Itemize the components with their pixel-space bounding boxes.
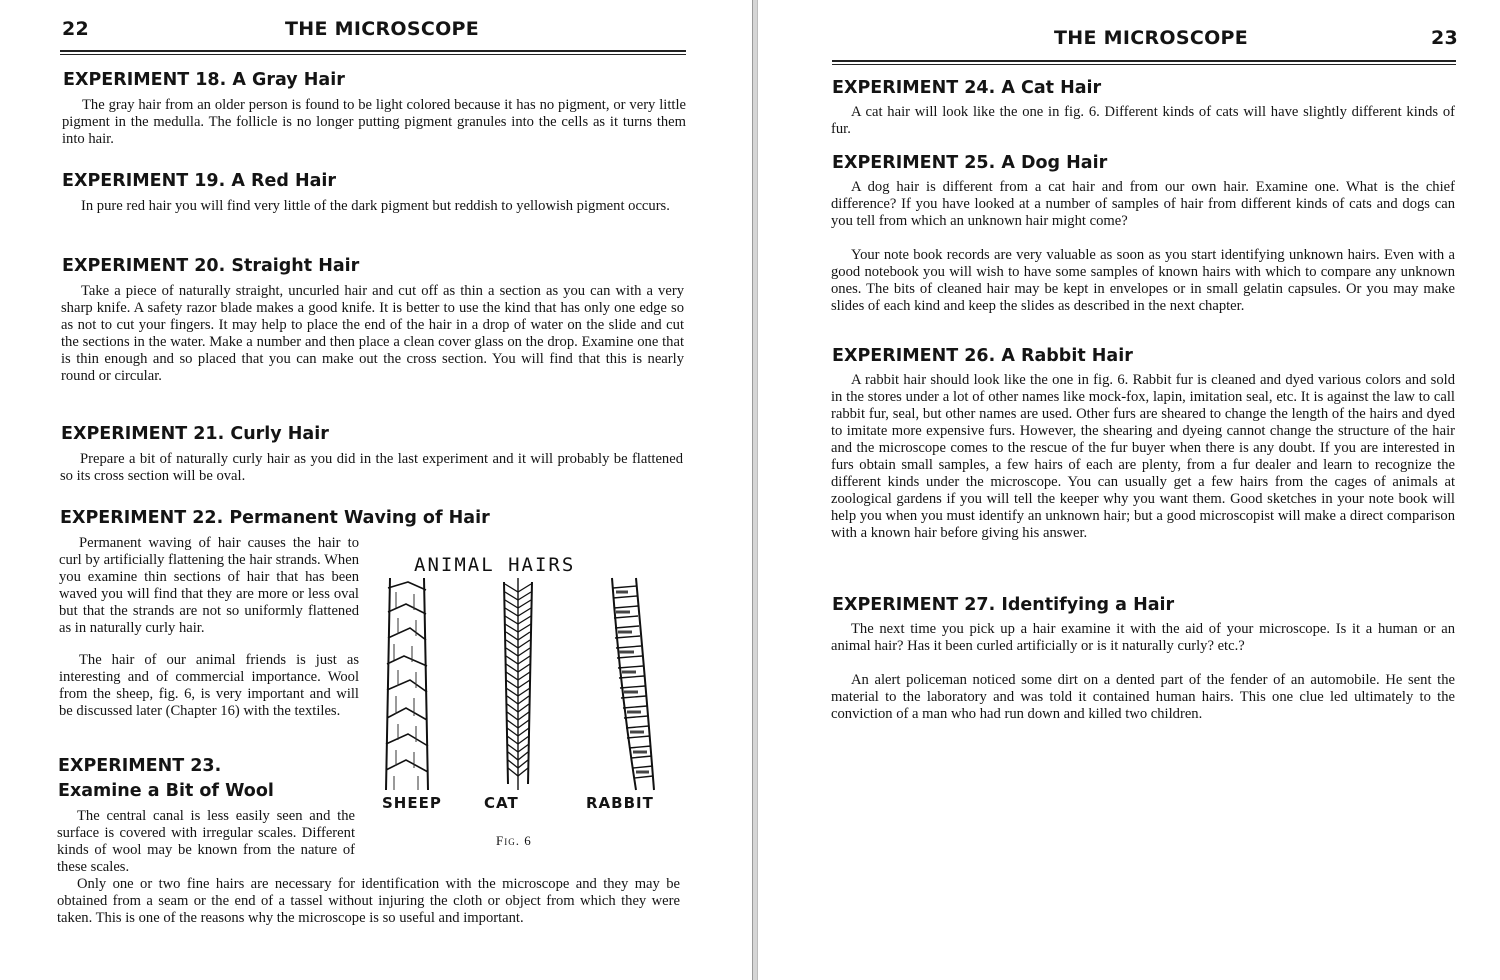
experiment-27-text-2: An alert policeman noticed some dirt on a dented part of the fender of an automobile. He sent the material to the laboratory and was told it contained human hairs. This one clue led ultimately to the conviction of a man who had run down and killed two children.: [831, 672, 1455, 722]
experiment-22-title: EXPERIMENT 22. Permanent Waving of Hair: [60, 508, 490, 528]
experiment-24-text: A cat hair will look like the one in fig. 6. Different kinds of cats will have slightly different kinds of fur.: [831, 104, 1455, 137]
experiment-20-title: EXPERIMENT 20. Straight Hair: [62, 256, 360, 276]
figure-title: ANIMAL HAIRS: [414, 554, 576, 576]
header-rule: [60, 50, 686, 55]
experiment-26-title: EXPERIMENT 26. A Rabbit Hair: [832, 346, 1133, 366]
rabbit-hair-illustration: [606, 578, 658, 790]
experiment-24-title: EXPERIMENT 24. A Cat Hair: [832, 78, 1102, 98]
figure-label-cat: CAT: [484, 794, 519, 812]
experiment-25-text-1: A dog hair is different from a cat hair and from our own hair. Examine one. What is the chief difference? If you have looked at a number of samples of hair from different kinds of cats and dogs can you tell from which an unknown hair might come?: [831, 179, 1455, 229]
experiment-19-text: In pure red hair you will find very little of the dark pigment but reddish to yellowish pigment occurs.: [81, 198, 670, 214]
experiment-21-title: EXPERIMENT 21. Curly Hair: [61, 424, 329, 444]
experiment-22-text-2: The hair of our animal friends is just as interesting and of commercial importance. Wool from the sheep, fig. 6, is very important and will be discussed later (Chapter 16) with the textiles.: [59, 652, 359, 719]
page-number-right: 23: [1431, 27, 1459, 49]
experiment-23-title: EXPERIMENT 23.: [58, 756, 222, 776]
running-head-right: THE MICROSCOPE: [1054, 27, 1249, 49]
page-number: 22: [62, 18, 90, 40]
experiment-27-text-1: The next time you pick up a hair examine it with the aid of your microscope. Is it a human or an animal hair? Has it been curled artificially or is it naturally curly? etc.?: [831, 621, 1455, 654]
experiment-20-text: Take a piece of naturally straight, uncurled hair and cut off as thin a section as you can with a very sharp knife. A safety razor blade makes a good knife. It is better to use the kind that has only one edge so as not to cut your fingers. It may help to place the end of the hair in a drop of water on the slide and cut the sections in the water. Make a number and then place a clean cover glass on the drop. Examine one that is thin enough and so placed that you can make out the cross section. You will find that this is nearly round or circular.: [61, 283, 684, 384]
figure-caption: Fig. 6: [496, 833, 532, 848]
experiment-21-text: Prepare a bit of naturally curly hair as you did in the last experiment and it will probably be flattened so its cross section will be oval.: [60, 451, 683, 484]
experiment-26-text: A rabbit hair should look like the one in fig. 6. Rabbit fur is cleaned and dyed various colors and sold in the stores under a lot of other names like mock-fox, lapin, imitation seal, etc. It is against the law to call rabbit fur, seal, but other names are used. Other furs are sheared to change the length of the hairs and dyed to imitate more expensive furs. However, the shearing and dyeing cannot change the structure of the hair and the microscope comes to the rescue of the fur buyer when there is any doubt. If you are interested in furs obtain small samples, a few hairs of each are plenty, from a fur dealer and learn to recognize the different kinds under the microscope. You can usually get a few hairs from the cages of animals at zoological gardens if you will tell the keeper why you want them. Good sketches in your note book will help you when you must identify an unknown hair; but a good microscopist will make a direct comparison with a known hair before giving his answer.: [831, 372, 1455, 541]
experiment-23-text-1: The central canal is less easily seen and the surface is covered with irregular scales. Different kinds of wool may be known from the nature of these scales.: [57, 808, 355, 875]
figure-label-sheep: SHEEP: [382, 794, 442, 812]
experiment-23-text-2: Only one or two fine hairs are necessary for identification with the microscope and they may be obtained from a seam or the end of a tassel without injuring the cloth or object from which they were taken. This is one of the reasons why the microscope is so useful and important.: [57, 876, 680, 926]
experiment-27-title: EXPERIMENT 27. Identifying a Hair: [832, 595, 1175, 615]
sheep-hair-illustration: [384, 578, 432, 790]
experiment-22-text-1: Permanent waving of hair causes the hair to curl by artificially flattening the hair strands. When you examine thin sections of hair that has been waved you will find that they are more or less oval but that the strands are not so uniformly flattened as in naturally curly hair.: [59, 535, 359, 636]
running-head: THE MICROSCOPE: [285, 18, 480, 40]
experiment-18-title: EXPERIMENT 18. A Gray Hair: [63, 70, 345, 90]
cat-hair-illustration: [498, 578, 538, 790]
experiment-25-text-2: Your note book records are very valuable as soon as you start identifying unknown hairs. Even with a good notebook you will wish to have some samples of known hairs with which to compare any unknown ones. The bits of cleaned hair may be kept in envelopes or in small gelatin capsules. Or you may make slides of each kind and keep the slides as described in the next chapter.: [831, 247, 1455, 314]
header-rule-right: [832, 60, 1456, 65]
right-page: [758, 0, 1500, 980]
experiment-19-title: EXPERIMENT 19. A Red Hair: [62, 171, 337, 191]
figure-animal-hairs: [378, 548, 678, 858]
experiment-25-title: EXPERIMENT 25. A Dog Hair: [832, 153, 1108, 173]
figure-label-rabbit: RABBIT: [586, 794, 654, 812]
experiment-23-subtitle: Examine a Bit of Wool: [58, 781, 274, 801]
experiment-18-text: The gray hair from an older person is found to be light colored because it has no pigment, or very little pigment in the medulla. The follicle is no longer putting pigment granules into the cells as it turns them into hair.: [62, 97, 686, 147]
